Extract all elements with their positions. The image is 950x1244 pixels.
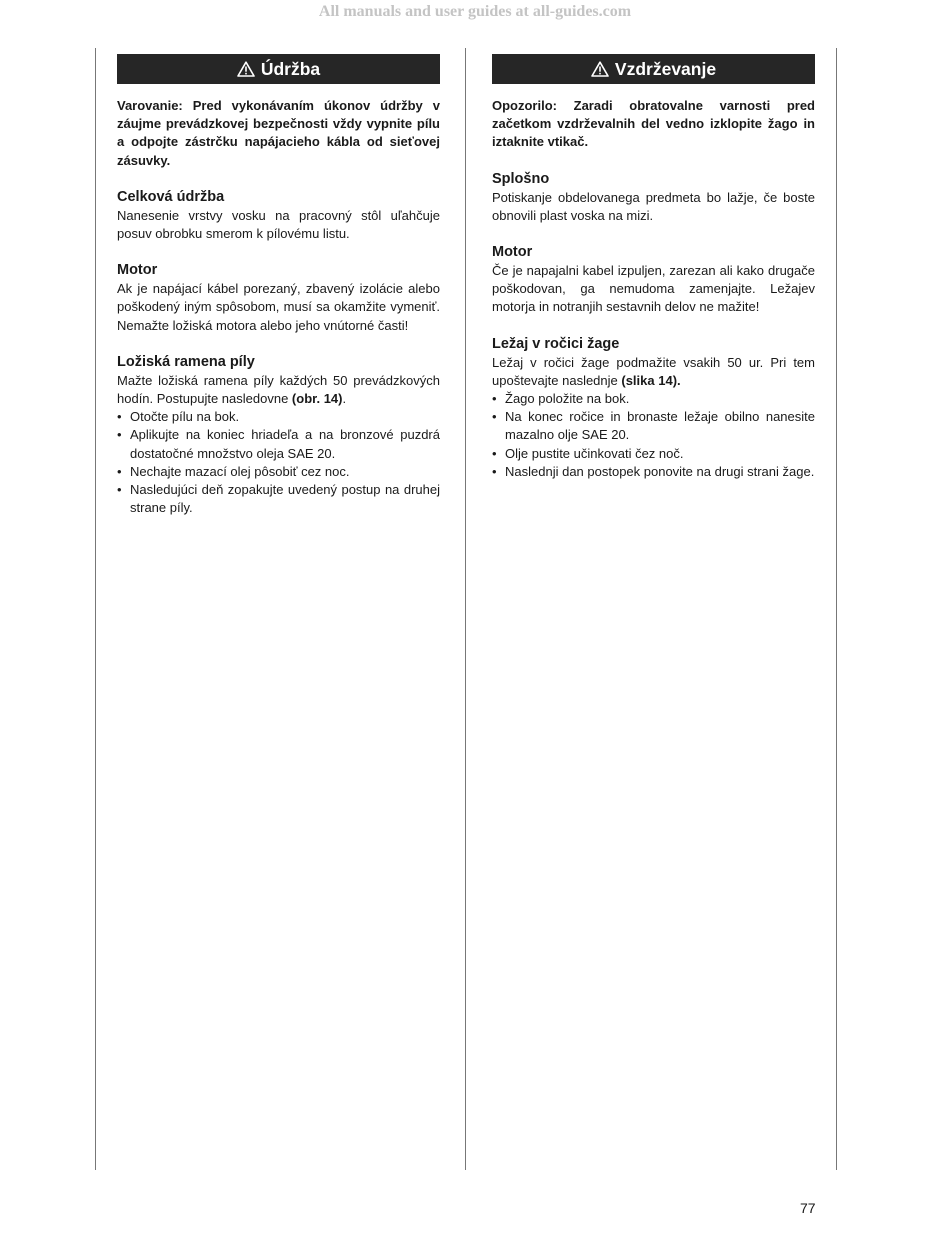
figure-reference: (slika 14). [621, 372, 681, 388]
general-maintenance-section [492, 170, 815, 225]
section-banner [117, 54, 440, 84]
figure-reference: (obr. 14) [291, 391, 343, 407]
section-banner [492, 54, 815, 84]
list-item: • Nechajte mazací olej pôsobiť cez noc. [117, 463, 440, 481]
bearings-section [117, 353, 440, 518]
warning-triangle-icon [237, 61, 255, 77]
section-heading: Motor [117, 262, 158, 279]
section-heading: Celková údržba [117, 188, 225, 205]
list-item: • Aplikujte na koniec hriadeľa a na bronzové puzdrá dostatočné množstvo oleja SAE 20. [117, 426, 440, 462]
list-item: • Na konec ročice in bronaste ležaje obilno nanesite mazalno olje SAE 20. [492, 408, 815, 444]
general-maintenance-section [117, 188, 440, 243]
section-text: Nanesenie vrstvy vosku na pracovný stôl uľahčuje posuv obrobku smerom k pílovému listu. [117, 207, 440, 242]
bearings-section [492, 335, 815, 481]
warning-triangle-icon [591, 61, 609, 77]
watermark: All manuals and user guides at all-guides.com [318, 3, 632, 20]
section-text: Potiskanje obdelovanega predmeta bo lažje, če boste obnovili plast voska na mizi. [492, 189, 815, 223]
banner-title: Údržba [260, 58, 321, 79]
section-heading: Motor [492, 244, 533, 261]
motor-section [492, 243, 815, 317]
list-item: • Naslednji dan postopek ponovite na drugi strani žage. [492, 463, 815, 481]
list-item: • Nasledujúci deň zopakujte uvedený postup na druhej strane píly. [117, 481, 440, 517]
column-divider-left [95, 48, 96, 1170]
section-text: Če je napajalni kabel izpuljen, zarezan ali kako drugače poškodovan, ga nemudoma zamenjajte. Ležajev motorja in notranjih sestavnih delov ne mažite! [492, 263, 815, 315]
list-item: • Olje pustite učinkovati čez noč. [492, 445, 815, 463]
section-text: Ak je napájací kábel porezaný, zbavený izolácie alebo poškodený iným spôsobom, musí sa okamžite vymeniť. Nemažte ložiská motora alebo jeho vnútorné časti! [117, 281, 440, 333]
motor-section [117, 261, 440, 335]
column-divider-right [836, 48, 837, 1170]
list-item: • Žago položite na bok. [492, 390, 815, 408]
left-column [117, 54, 440, 517]
list-item: • Otočte pílu na bok. [117, 408, 440, 426]
section-heading: Ležaj v ročici žage [492, 335, 620, 352]
banner-title: Vzdrževanje [614, 58, 717, 79]
section-text: Ležaj v ročici žage podmažite vsakih 50 ur. Pri tem upoštevajte naslednje (slika 14). [492, 354, 815, 388]
bullet-list [117, 408, 440, 517]
section-heading: Splošno [492, 170, 550, 187]
column-divider-middle [465, 48, 466, 1170]
bullet-list [492, 390, 815, 481]
right-column [492, 54, 815, 481]
warning-text: Opozorilo: Zaradi obratovalne varnosti pred začetkom vzdrževalnih del vedno izklopite žago in iztaknite vtikač. [492, 98, 815, 150]
section-text: Mažte ložiská ramena píly každých 50 prevádzkových hodín. Postupujte nasledovne (obr. 14). [117, 372, 440, 407]
warning-text: Varovanie: Pred vykonávaním úkonov údržby v záujme prevádzkovej bezpečnosti vždy vypnite pílu a odpojte zástrčku napájacieho kábla od sieťovej zásuvky. [117, 98, 440, 168]
section-heading: Ložiská ramena píly [117, 353, 255, 370]
page-number: 77 [800, 1200, 816, 1216]
